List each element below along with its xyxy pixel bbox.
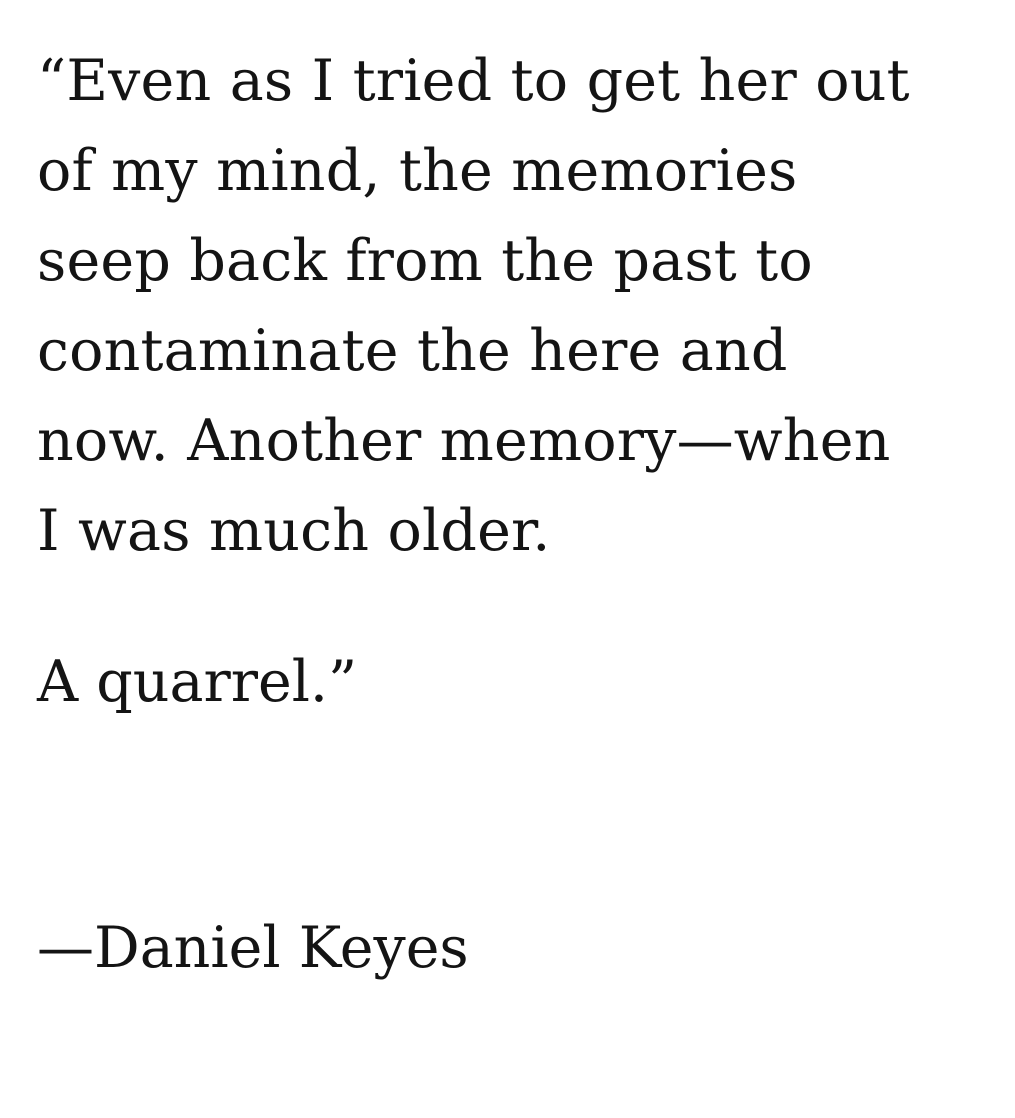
quote-line-2: of my mind, the memories bbox=[37, 138, 798, 204]
quote-line-4: contaminate the here and bbox=[37, 318, 788, 384]
quote-line-5: now. Another memory—when bbox=[37, 408, 891, 474]
quote-attribution: —Daniel Keyes bbox=[37, 915, 469, 981]
quote-line-1: “Even as I tried to get her out bbox=[37, 48, 910, 114]
quote-line-6: I was much older. bbox=[37, 498, 551, 564]
quote-ending: A quarrel.” bbox=[37, 649, 358, 715]
quote-body bbox=[37, 36, 997, 576]
quote-line-3: seep back from the past to bbox=[37, 228, 813, 294]
